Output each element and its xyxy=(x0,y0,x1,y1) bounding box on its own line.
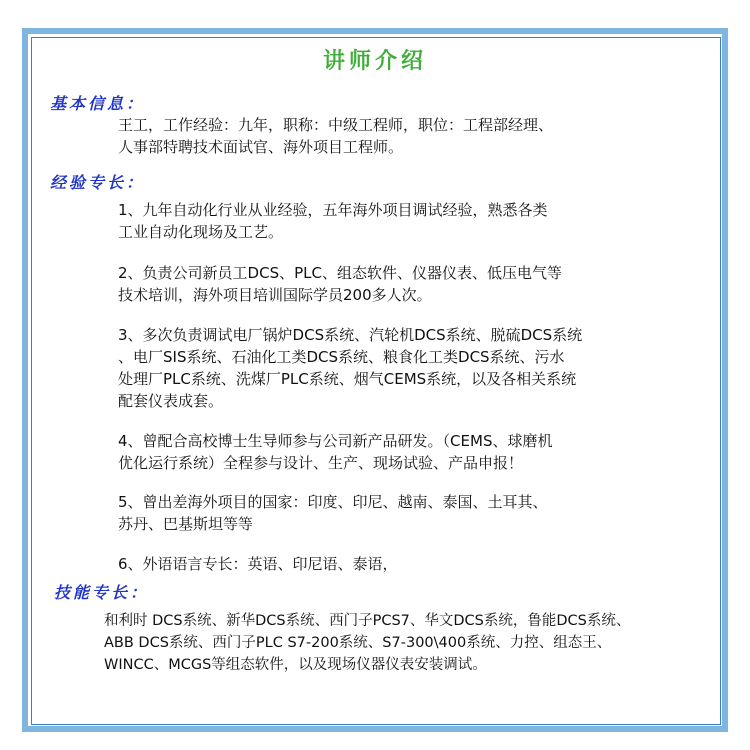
experience-item-4-line: 4、曾配合高校博士生导师参与公司新产品研发。（CEMS、球磨机 xyxy=(118,432,553,450)
experience-item-4-line: 优化运行系统）全程参与设计、生产、现场试验、产品申报！ xyxy=(118,454,524,472)
experience-item-3-line: 处理厂PLC系统、洗煤厂PLC系统、烟气CEMS系统，以及各相关系统 xyxy=(118,370,577,388)
basic-info-heading: 基本信息： xyxy=(50,94,146,113)
experience-item-3-line: 配套仪表成套。 xyxy=(118,392,224,410)
experience-item-2-line: 技术培训，海外项目培训国际学员200多人次。 xyxy=(118,286,432,304)
experience-item-1-line: 工业自动化现场及工艺。 xyxy=(118,223,284,241)
basic-info-line: 王工，工作经验：九年，职称：中级工程师，职位：工程部经理、 xyxy=(118,116,554,134)
experience-item-5-line: 5、曾出差海外项目的国家：印度、印尼、越南、泰国、土耳其、 xyxy=(118,493,548,511)
experience-item-6-line: 6、外语语言专长：英语、印尼语、泰语， xyxy=(118,555,398,573)
experience-item-3-line: 3、多次负责调试电厂锅炉DCS系统、汽轮机DCS系统、脱硫DCS系统 xyxy=(118,326,583,344)
experience-heading: 经验专长： xyxy=(50,173,146,192)
skills-line: 和利时 DCS系统、新华DCS系统、西门子PCS7、华文DCS系统，鲁能DCS系统、 xyxy=(104,613,631,629)
experience-item-5-line: 苏丹、巴基斯坦等等 xyxy=(118,515,254,533)
page-title: 讲师介绍 xyxy=(322,49,427,74)
experience-item-2-line: 2、负责公司新员工DCS、PLC、组态软件、仪器仪表、低压电气等 xyxy=(118,264,562,282)
experience-item-3-line: 、电厂SIS系统、石油化工类DCS系统、粮食化工类DCS系统、污水 xyxy=(118,348,565,366)
skills-heading: 技能专长： xyxy=(54,583,150,602)
experience-item-1-line: 1、九年自动化行业从业经验，五年海外项目调试经验，熟悉各类 xyxy=(118,201,548,219)
basic-info-line: 人事部特聘技术面试官、海外项目工程师。 xyxy=(118,138,404,156)
skills-line: ABB DCS系统、西门子PLC S7-200系统、S7-300\400系统、力控、组态王、 xyxy=(104,635,612,651)
skills-line: WINCC、MCGS等组态软件，以及现场仪器仪表安装调试。 xyxy=(104,657,487,673)
